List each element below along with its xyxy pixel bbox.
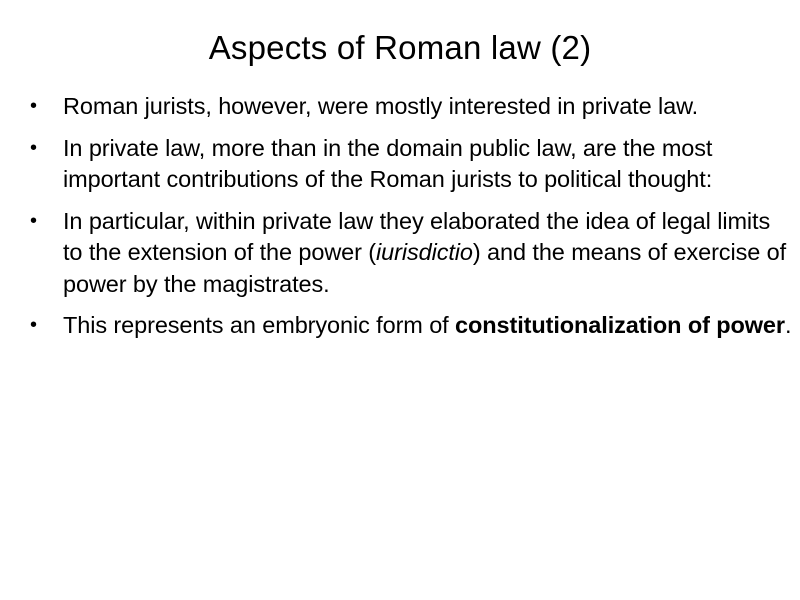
bold-term: constitutionalization of power <box>455 312 785 338</box>
bullet-icon: • <box>30 136 37 159</box>
bullet-icon: • <box>30 314 37 336</box>
bullet-text: Roman jurists, however, were mostly interested in private law. <box>63 93 699 119</box>
bullet-item <box>28 133 794 196</box>
bullet-text-start: This represents an embryonic form of <box>63 312 456 338</box>
bullet-text-end: ) and the means of exercise of power by the magistrates. <box>63 239 787 297</box>
bullet-text-end: . <box>784 312 792 338</box>
italic-term: iurisdictio <box>376 239 473 265</box>
bullet-text: In private law, more than in the domain public law, are the most important contributions of the Roman jurists to political thought: <box>63 134 713 192</box>
bullet-item <box>28 310 794 342</box>
bullet-icon: • <box>30 95 37 117</box>
bullet-item <box>28 91 794 123</box>
bullet-list <box>28 91 794 352</box>
slide-title: Aspects of Roman law (2) <box>208 29 592 66</box>
bullet-icon: • <box>30 209 37 232</box>
bullet-item <box>28 206 794 301</box>
bullet-text-start: In particular, within private law they elaborated the idea of legal limits to the extension of the power ( <box>63 207 771 265</box>
